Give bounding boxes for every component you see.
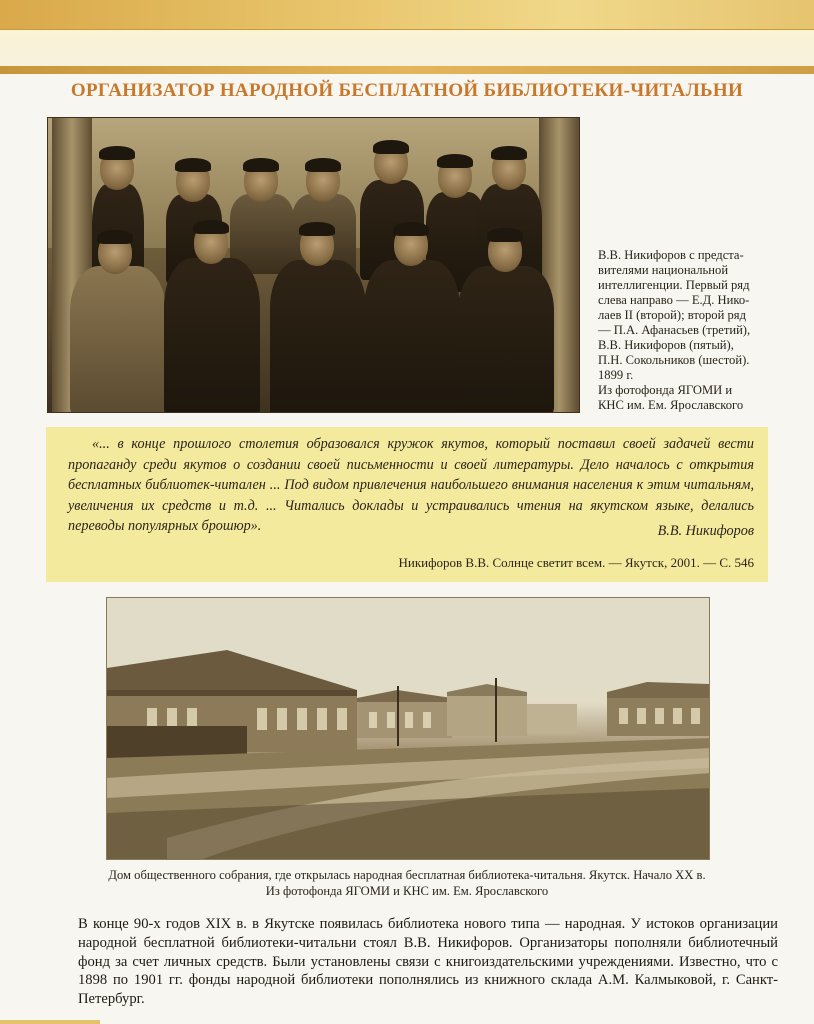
caption-line: интеллигенции. Первый ряд (598, 278, 750, 292)
header-rule (0, 66, 814, 74)
quote-text: «... в конце прошлого столетия образовался кружок якутов, который поставил своей задачей вести пропаганду среди якутов о создании своей письменности и своей литературы. Дело началось с открытия бесплатных библиотек-читален ... Под видом привлечения наибольшего внимания населения к этим читальням, увеличения их средств и т.д. ... Читались доклады и устраивались чтения на якутском языке, делались переводы популярных брошюр». (68, 436, 754, 534)
caption-line: слева направо — Е.Д. Нико- (598, 293, 750, 307)
caption-line: Из фотофонда ЯГОМИ и (598, 383, 733, 397)
caption-line: вителями национальной (598, 263, 729, 277)
street-photograph (106, 597, 710, 860)
header-light-band (0, 30, 814, 66)
caption-line: В.В. Никифоров с предста- (598, 248, 744, 262)
quote-author: В.В. Никифоров (657, 523, 754, 539)
quote-source: Никифоров В.В. Солнце светит всем. — Якутск, 2001. — С. 546 (398, 555, 754, 570)
page-title: ОРГАНИЗАТОР НАРОДНОЙ БЕСПЛАТНОЙ БИБЛИОТЕКИ-ЧИТАЛЬНИ (70, 80, 744, 101)
body-paragraph: В конце 90-х годов XIX в. в Якутске появилась библиотека нового типа — народная. У истоков организации народной бесплатной библиотеки-читальни стоял В.В. Никифоров. Организаторы пополняли библиотечный фонд за счет личных средств. Были установлены связи с книгоиздательскими учреждениями. Известно, что с 1898 по 1901 гг. фонды народной библиотеки пополнялись из книжного склада А.М. Калмыковой, г. Санкт-Петербург. (78, 916, 778, 1008)
photo2-caption (40, 867, 774, 899)
caption-line: КНС им. Ем. Ярославского (598, 398, 744, 412)
quote-box (46, 427, 768, 582)
caption-line: лаев II (второй); второй ряд (598, 308, 746, 322)
caption-line: — П.А. Афанасьев (третий), (598, 323, 751, 337)
top-decorative-band (0, 0, 814, 30)
caption-line: Из фотофонда ЯГОМИ и КНС им. Ем. Ярославского (265, 884, 549, 898)
photo1-caption (598, 248, 798, 413)
body-text (78, 915, 778, 1009)
group-photograph (47, 117, 580, 413)
caption-line: 1899 г. (598, 368, 634, 382)
caption-line: П.Н. Сокольников (шестой). (598, 353, 750, 367)
corner-mark (0, 1020, 100, 1024)
street-scene (107, 598, 710, 860)
caption-line: В.В. Никифоров (пятый), (598, 338, 734, 352)
caption-line: Дом общественного собрания, где открылась народная бесплатная библиотека-читальня. Якутск. Начало XX в. (108, 868, 706, 882)
